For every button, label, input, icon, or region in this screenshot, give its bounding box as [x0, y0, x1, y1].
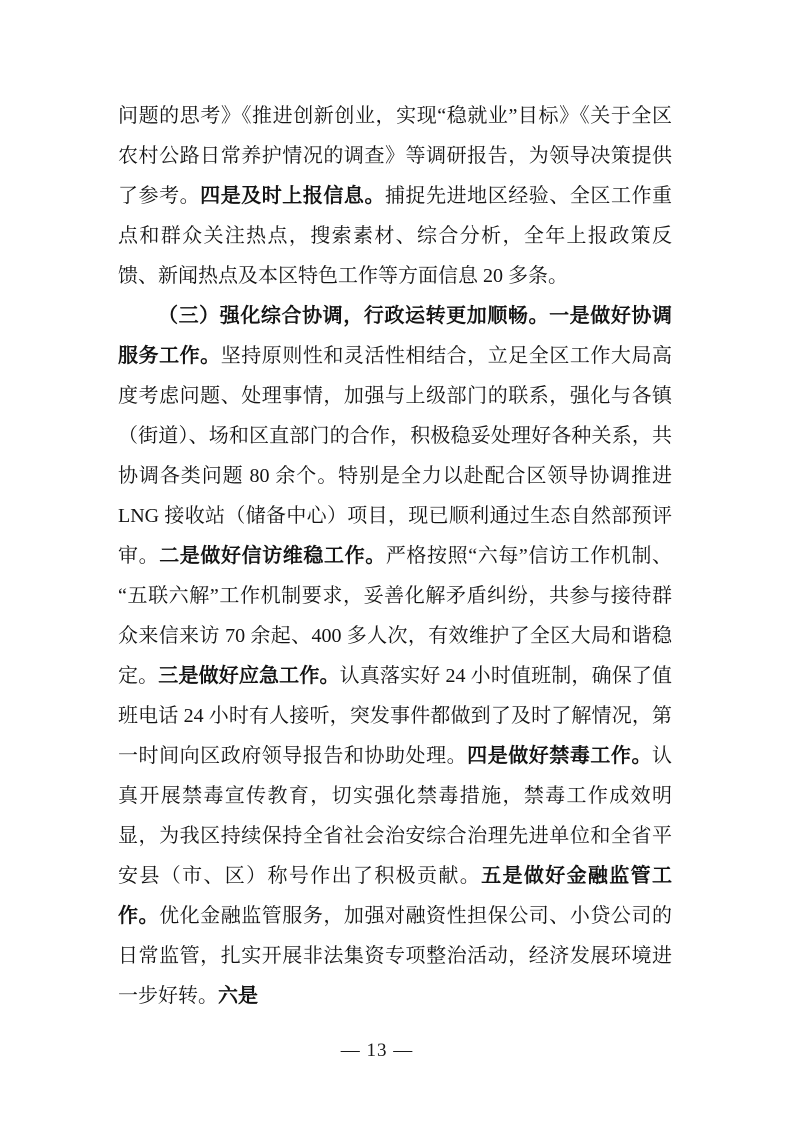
text-run: 捕捉先进地区经验、全区工作重点和群众关注热点，搜索素材、综合分析，全年上报政策反馈、新闻热点及本区特色工作等方面信息 20 多条。: [118, 185, 673, 287]
text-run: 坚持原则性和灵活性相结合，立足全区工作大局高度考虑问题、处理事情，加强与上级部门的联系，强化与各镇（街道）、场和区直部门的合作，积极稳妥处理好各种关系，共协调各类问题 80 余个。特别是全力以赴配合区领导协调推进 LNG 接收站（储备中心）项目，现已顺利通过生态自然部预评审。: [118, 345, 673, 567]
paragraph: [118, 296, 672, 1016]
emphasis-run: 五是做好金融监管工作。: [118, 865, 673, 927]
text-run: 认真落实好 24 小时值班制，确保了值班电话 24 小时有人接听，突发事件都做到了及时了解情况，第一时间向区政府领导报告和协助处理。: [118, 665, 673, 767]
emphasis-run: 六是: [218, 985, 258, 1007]
text-run: 认真开展禁毒宣传教育，切实强化禁毒措施，禁毒工作成效明显，为我区持续保持全省社会治安综合治理先进单位和全省平安县（市、区）称号作出了积极贡献。: [118, 745, 673, 887]
text-run: 问题的思考》《推进创新创业，实现“稳就业”目标》《关于全区农村公路日常养护情况的调查》等调研报告，为领导决策提供了参考。: [118, 105, 672, 207]
document-body: [118, 96, 672, 1016]
emphasis-run: 三是做好应急工作。: [158, 665, 340, 687]
emphasis-run: 四是做好禁毒工作。: [467, 745, 653, 767]
emphasis-run: （三）强化综合协调，行政运转更加顺畅。一是做好协调服务工作。: [118, 305, 672, 367]
text-run: 严格按照“六每”信访工作机制、“五联六解”工作机制要求，妥善化解矛盾纠纷，共参与接待群众来信来访 70 余起、400 多人次，有效维护了全区大局和谐稳定。: [118, 545, 672, 687]
page-footer: [100, 1036, 654, 1066]
emphasis-run: 二是做好信访维稳工作。: [159, 545, 386, 567]
page-number: — 13 —: [340, 1040, 414, 1061]
emphasis-run: 四是及时上报信息。: [200, 185, 386, 207]
text-run: 优化金融监管服务，加强对融资性担保公司、小贷公司的日常监管，扎实开展非法集资专项整治活动，经济发展环境进一步好转。: [118, 905, 673, 1007]
paragraph: [118, 96, 672, 296]
